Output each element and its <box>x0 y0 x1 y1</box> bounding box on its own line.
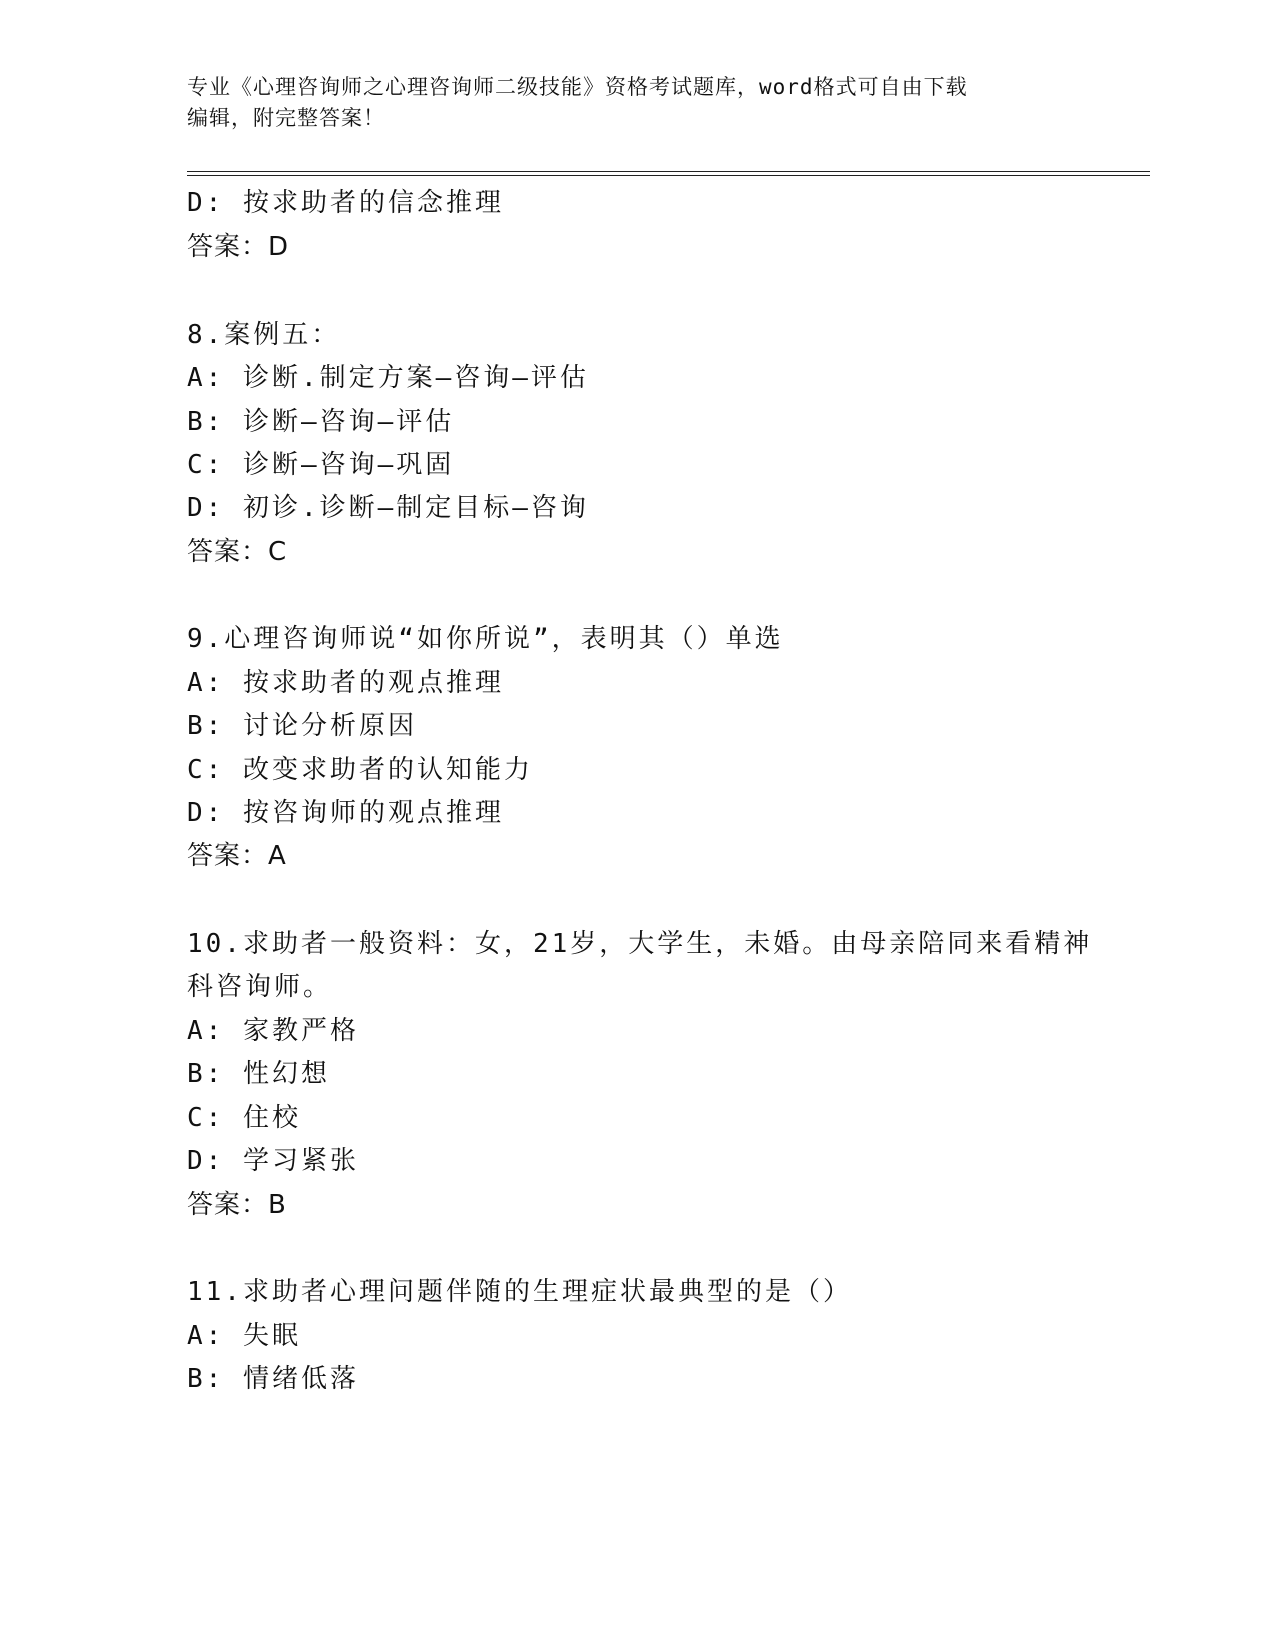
header-line-1: 专业《心理咨询师之心理咨询师二级技能》资格考试题库，word格式可自由下载 <box>187 75 968 99</box>
header-divider-bottom <box>187 175 1150 176</box>
question-stem-continued: 科咨询师。 <box>187 972 333 1002</box>
option-d: D: 按求助者的信念推理 <box>187 188 504 218</box>
question-stem: 9.心理咨询师说“如你所说”，表明其（）单选 <box>187 624 784 654</box>
option-c: C: 诊断—咨询—巩固 <box>187 450 455 480</box>
option-c: C: 改变求助者的认知能力 <box>187 755 533 785</box>
answer: 答案：A <box>187 841 287 871</box>
option-b: B: 讨论分析原因 <box>187 711 417 741</box>
option-a: A: 家教严格 <box>187 1016 359 1046</box>
answer: 答案：D <box>187 232 290 262</box>
option-b: B: 诊断—咨询—评估 <box>187 407 455 437</box>
question-stem: 10.求助者一般资料：女，21岁，大学生，未婚。由母亲陪同来看精神 <box>187 929 1093 959</box>
option-a: A: 按求助者的观点推理 <box>187 668 504 698</box>
question-stem: 8.案例五： <box>187 320 341 350</box>
option-d: D: 按咨询师的观点推理 <box>187 798 504 828</box>
option-a: A: 失眠 <box>187 1321 301 1351</box>
option-b: B: 性幻想 <box>187 1059 330 1089</box>
option-d: D: 学习紧张 <box>187 1146 359 1176</box>
option-a: A: 诊断.制定方案—咨询—评估 <box>187 363 589 393</box>
option-d: D: 初诊.诊断—制定目标—咨询 <box>187 493 589 523</box>
header-divider-top <box>187 171 1150 172</box>
answer: 答案：C <box>187 537 288 567</box>
option-b: B: 情绪低落 <box>187 1364 359 1394</box>
option-c: C: 住校 <box>187 1103 301 1133</box>
header-line-2: 编辑，附完整答案！ <box>187 106 385 130</box>
answer: 答案：B <box>187 1190 287 1220</box>
question-stem: 11.求助者心理问题伴随的生理症状最典型的是（） <box>187 1277 852 1307</box>
